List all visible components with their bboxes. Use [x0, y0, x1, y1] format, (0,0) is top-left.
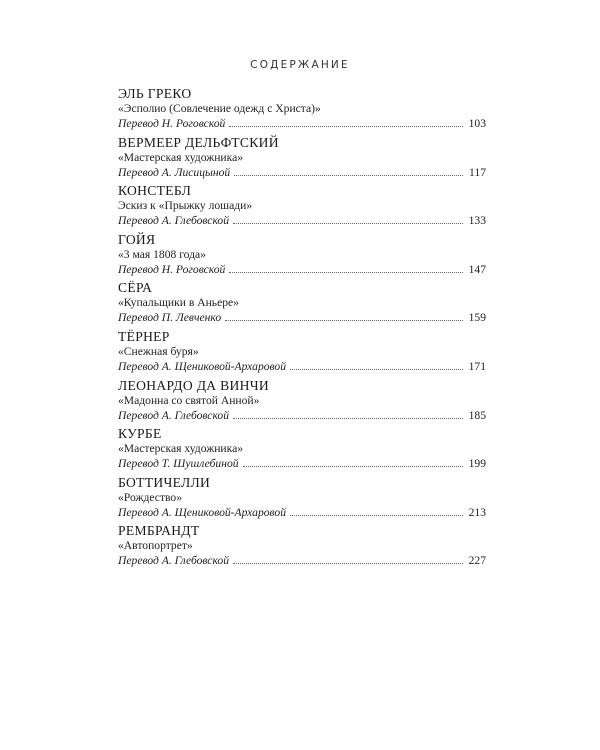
translator-credit: Перевод А. Щениковой-Архаровой [118, 359, 287, 373]
dot-leader [233, 563, 463, 564]
translator-credit: Перевод А. Лисицыной [118, 165, 231, 179]
toc-entry [118, 523, 486, 572]
translator-row [118, 213, 486, 228]
toc-entry [118, 232, 486, 281]
translator-row [118, 359, 486, 374]
page-number: 185 [468, 408, 486, 422]
translator-credit: Перевод А. Глебовской [118, 554, 230, 568]
artist-name: КУРБЕ [118, 426, 162, 442]
translator-row [118, 408, 486, 423]
translator-row [118, 505, 486, 520]
translator-credit: Перевод П. Левченко [118, 311, 222, 325]
artist-name: РЕМБРАНДТ [118, 523, 200, 539]
work-title: «Мадонна со святой Анной» [118, 393, 260, 407]
work-title: «Рождество» [118, 490, 183, 504]
dot-leader [243, 466, 463, 467]
translator-credit: Перевод Н. Роговской [118, 262, 226, 276]
artist-name: ВЕРМЕЕР ДЕЛЬФТСКИЙ [118, 134, 279, 150]
toc-entry [118, 280, 486, 329]
table-of-contents [118, 86, 486, 572]
dot-leader [225, 320, 462, 321]
translator-credit: Перевод А. Глебовской [118, 214, 230, 228]
dot-leader [290, 369, 463, 370]
page-number: 133 [468, 214, 486, 228]
page-number: 103 [468, 117, 486, 130]
artist-name: ЛЕОНАРДО ДА ВИНЧИ [118, 377, 269, 393]
work-title: Эскиз к «Прыжку лошади» [118, 199, 253, 213]
page-number: 159 [468, 311, 486, 325]
translator-row [118, 165, 486, 180]
work-title: «Снежная буря» [118, 344, 199, 358]
page-number: 213 [468, 505, 486, 519]
work-title: «Мастерская художника» [118, 442, 244, 456]
artist-name: СЁРА [118, 280, 153, 296]
toc-entry [118, 378, 486, 427]
toc-title: СОДЕРЖАНИЕ [250, 59, 350, 71]
work-title: «Мастерская художника» [118, 150, 244, 164]
page-number: 227 [468, 554, 486, 568]
toc-entry [118, 86, 486, 135]
work-title: «3 мая 1808 года» [118, 247, 206, 261]
toc-entry [118, 329, 486, 378]
translator-row [118, 310, 486, 325]
translator-row [118, 262, 486, 277]
translator-credit: Перевод А. Глебовской [118, 408, 230, 422]
translator-credit: Перевод А. Щениковой-Архаровой [118, 505, 287, 519]
work-title: «Эсполио (Совлечение одежд с Христа)» [118, 102, 321, 115]
dot-leader [233, 418, 463, 419]
dot-leader [229, 126, 462, 127]
dot-leader [229, 272, 462, 273]
translator-row [118, 116, 486, 131]
dot-leader [290, 515, 463, 516]
translator-row [118, 456, 486, 471]
page-number: 147 [468, 262, 486, 276]
artist-name: ГОЙЯ [118, 231, 156, 247]
toc-entry [118, 475, 486, 524]
toc-entry [118, 426, 486, 475]
artist-name: КОНСТЕБЛ [118, 183, 192, 199]
toc-entry [118, 183, 486, 232]
toc-entry [118, 135, 486, 184]
artist-name: ТЁРНЕР [118, 328, 170, 344]
page-number: 117 [469, 165, 486, 179]
artist-name: ЭЛЬ ГРЕКО [118, 86, 192, 101]
dot-leader [234, 175, 463, 176]
work-title: «Купальщики в Аньере» [118, 296, 239, 310]
page-number: 171 [468, 359, 486, 373]
translator-credit: Перевод Н. Роговской [118, 117, 226, 130]
page-number: 199 [468, 457, 486, 471]
artist-name: БОТТИЧЕЛЛИ [118, 474, 211, 490]
translator-row [118, 553, 486, 568]
translator-credit: Перевод Т. Шушлебиной [118, 457, 239, 471]
dot-leader [233, 223, 463, 224]
work-title: «Автопортрет» [118, 539, 193, 553]
